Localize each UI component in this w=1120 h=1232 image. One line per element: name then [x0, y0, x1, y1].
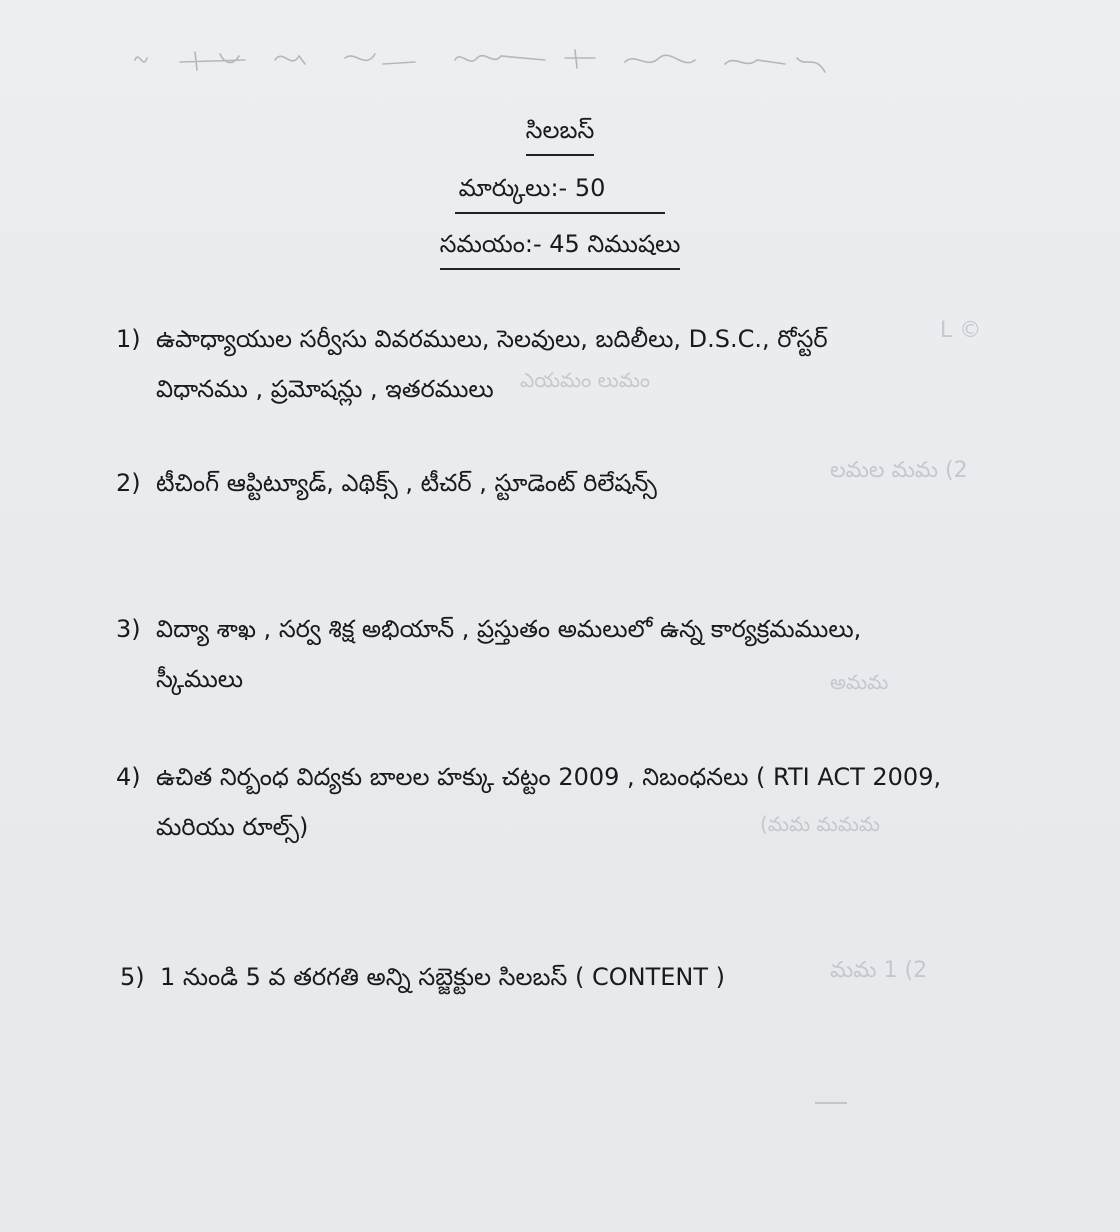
item-text: ఉచిత నిర్బంధ విద్యకు బాలల హక్కు చట్టం 2009 , నిబంధనలు ( RTI ACT 2009, — [156, 763, 942, 791]
item-text-continued: విధానము , ప్రమోషన్లు , ఇతరములు — [156, 375, 494, 403]
bleed-through-mark: (మమ మమమ — [760, 812, 880, 836]
marks-heading: మార్కులు:- 50 — [0, 174, 1120, 214]
bleed-through-mark: లమల మమ (2 — [830, 458, 968, 483]
item-text: టీచింగ్ ఆప్టిట్యూడ్, ఎథిక్స్ , టీచర్ , స్టూడెంట్ రిలేషన్స్ — [156, 469, 657, 497]
item-number: 5) — [120, 963, 145, 991]
bleed-through-mark: అమమ — [830, 670, 889, 694]
item-text-continued: మరియు రూల్స్) — [156, 813, 309, 841]
item-number: 2) — [116, 469, 141, 497]
item-number: 4) — [116, 763, 141, 791]
bleed-through-mark: L © — [940, 318, 982, 343]
time-heading: సమయం:- 45 నిముషలు — [0, 230, 1120, 270]
item-number: 3) — [116, 615, 141, 643]
item-text: విద్యా శాఖ , సర్వ శిక్ష అభియాన్ , ప్రస్తుతం అమలులో ఉన్న కార్యక్రమములు, — [156, 615, 862, 643]
stray-mark — [815, 1102, 847, 1104]
item-text: 1 నుండి 5 వ తరగతి అన్ని సబ్జెక్టుల సిలబస్ ( CONTENT ) — [160, 963, 726, 991]
bleed-through-mark: మమ 1 (2 — [830, 958, 928, 983]
bleed-through-mark: ఎయమం లుమం — [520, 368, 650, 392]
page-title: సిలబస్ — [0, 116, 1120, 156]
item-text-continued: స్కీములు — [156, 665, 244, 693]
item-text: ఉపాధ్యాయుల సర్వీసు వివరములు, సెలవులు, బదిలీలు, D.S.C., రోస్టర్ — [156, 325, 828, 353]
item-number: 1) — [116, 325, 141, 353]
handwritten-scribble — [125, 40, 845, 90]
